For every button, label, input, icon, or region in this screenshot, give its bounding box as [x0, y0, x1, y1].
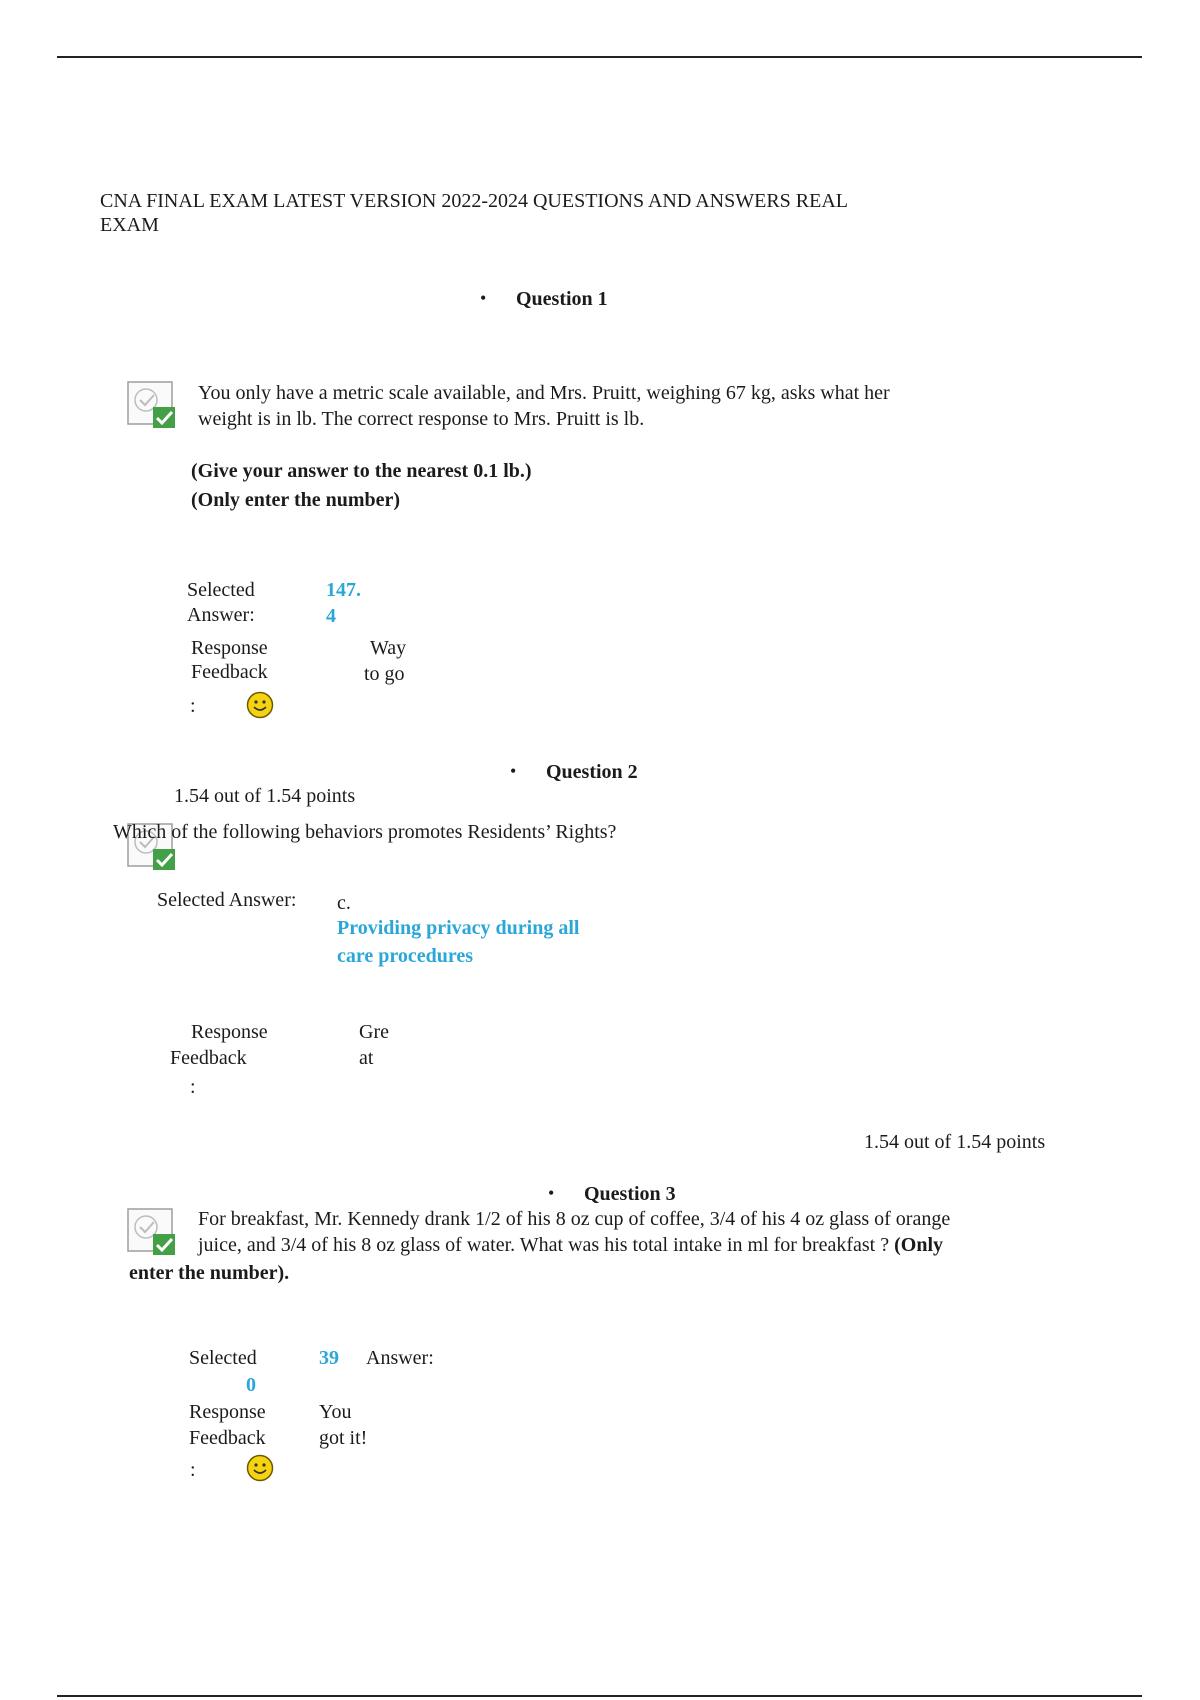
selected-answer-label: Selected: [187, 579, 255, 601]
selected-answer-label: Answer:: [366, 1347, 434, 1369]
document-title-line-1: CNA FINAL EXAM LATEST VERSION 2022-2024 QUESTIONS AND ANSWERS REAL: [100, 190, 848, 212]
question-3-answer: 39: [319, 1347, 339, 1369]
question-3-answer: 0: [246, 1374, 256, 1396]
answer-choice-letter: c.: [337, 892, 351, 914]
question-2-points: 1.54 out of 1.54 points: [174, 785, 356, 807]
question-1-instruction-2: (Only enter the number): [191, 489, 401, 511]
question-1-text-line-2: weight is in lb. The correct response to Mrs. Pruitt is lb.: [198, 408, 645, 430]
response-feedback-colon: :: [190, 695, 196, 717]
question-3-feedback: You: [319, 1401, 352, 1423]
selected-answer-label: Selected: [189, 1347, 257, 1369]
check-icon: [126, 1207, 178, 1257]
question-2-answer: care procedures: [337, 945, 474, 967]
question-3-text-line-2: juice, and 3/4 of his 8 oz glass of water. What was his total intake in ml for breakfast ? (Only: [198, 1234, 944, 1256]
response-feedback-label: Feedback: [191, 661, 268, 683]
question-2-text: Which of the following behaviors promotes Residents’ Rights?: [113, 821, 617, 843]
smiley-icon: [246, 691, 274, 719]
document-title-line-2: EXAM: [100, 214, 159, 236]
response-feedback-label: Response: [191, 637, 268, 659]
question-1-feedback: to go: [364, 663, 405, 685]
question-1-answer: 4: [326, 605, 336, 627]
question-2-heading: Question 2: [546, 761, 638, 783]
bullet-icon: •: [480, 288, 487, 308]
question-2-feedback: Gre: [359, 1021, 389, 1043]
question-2-points-earned: 1.54 out of 1.54 points: [864, 1131, 1046, 1153]
question-3-feedback: got it!: [319, 1427, 368, 1449]
question-1-instruction-1: (Give your answer to the nearest 0.1 lb.): [191, 460, 532, 482]
question-1-heading: Question 1: [516, 288, 608, 310]
question-1-answer: 147.: [326, 579, 361, 601]
response-feedback-colon: :: [190, 1459, 196, 1481]
header-rule: [57, 56, 1142, 58]
check-icon: [126, 380, 178, 430]
question-3-heading: Question 3: [584, 1183, 676, 1205]
footer-rule: [57, 1695, 1142, 1697]
response-feedback-label: Response: [191, 1021, 268, 1043]
selected-answer-label: Selected Answer:: [157, 889, 297, 911]
bullet-icon: •: [510, 761, 517, 781]
question-1-feedback: Way: [370, 637, 407, 659]
question-2-feedback: at: [359, 1047, 374, 1069]
selected-answer-label: Answer:: [187, 604, 255, 626]
question-3-text-line-1: For breakfast, Mr. Kennedy drank 1/2 of his 8 oz cup of coffee, 3/4 of his 4 oz glass of orange: [198, 1208, 951, 1230]
bullet-icon: •: [548, 1183, 555, 1203]
response-feedback-label: Feedback: [189, 1427, 266, 1449]
question-2-answer: Providing privacy during all: [337, 917, 580, 939]
smiley-icon: [246, 1454, 274, 1482]
response-feedback-label: Response: [189, 1401, 266, 1423]
response-feedback-colon: :: [190, 1076, 196, 1098]
question-1-text-line-1: You only have a metric scale available, and Mrs. Pruitt, weighing 67 kg, asks what her: [198, 382, 890, 404]
question-3-text-line-3: enter the number).: [129, 1262, 290, 1284]
response-feedback-label: Feedback: [170, 1047, 247, 1069]
